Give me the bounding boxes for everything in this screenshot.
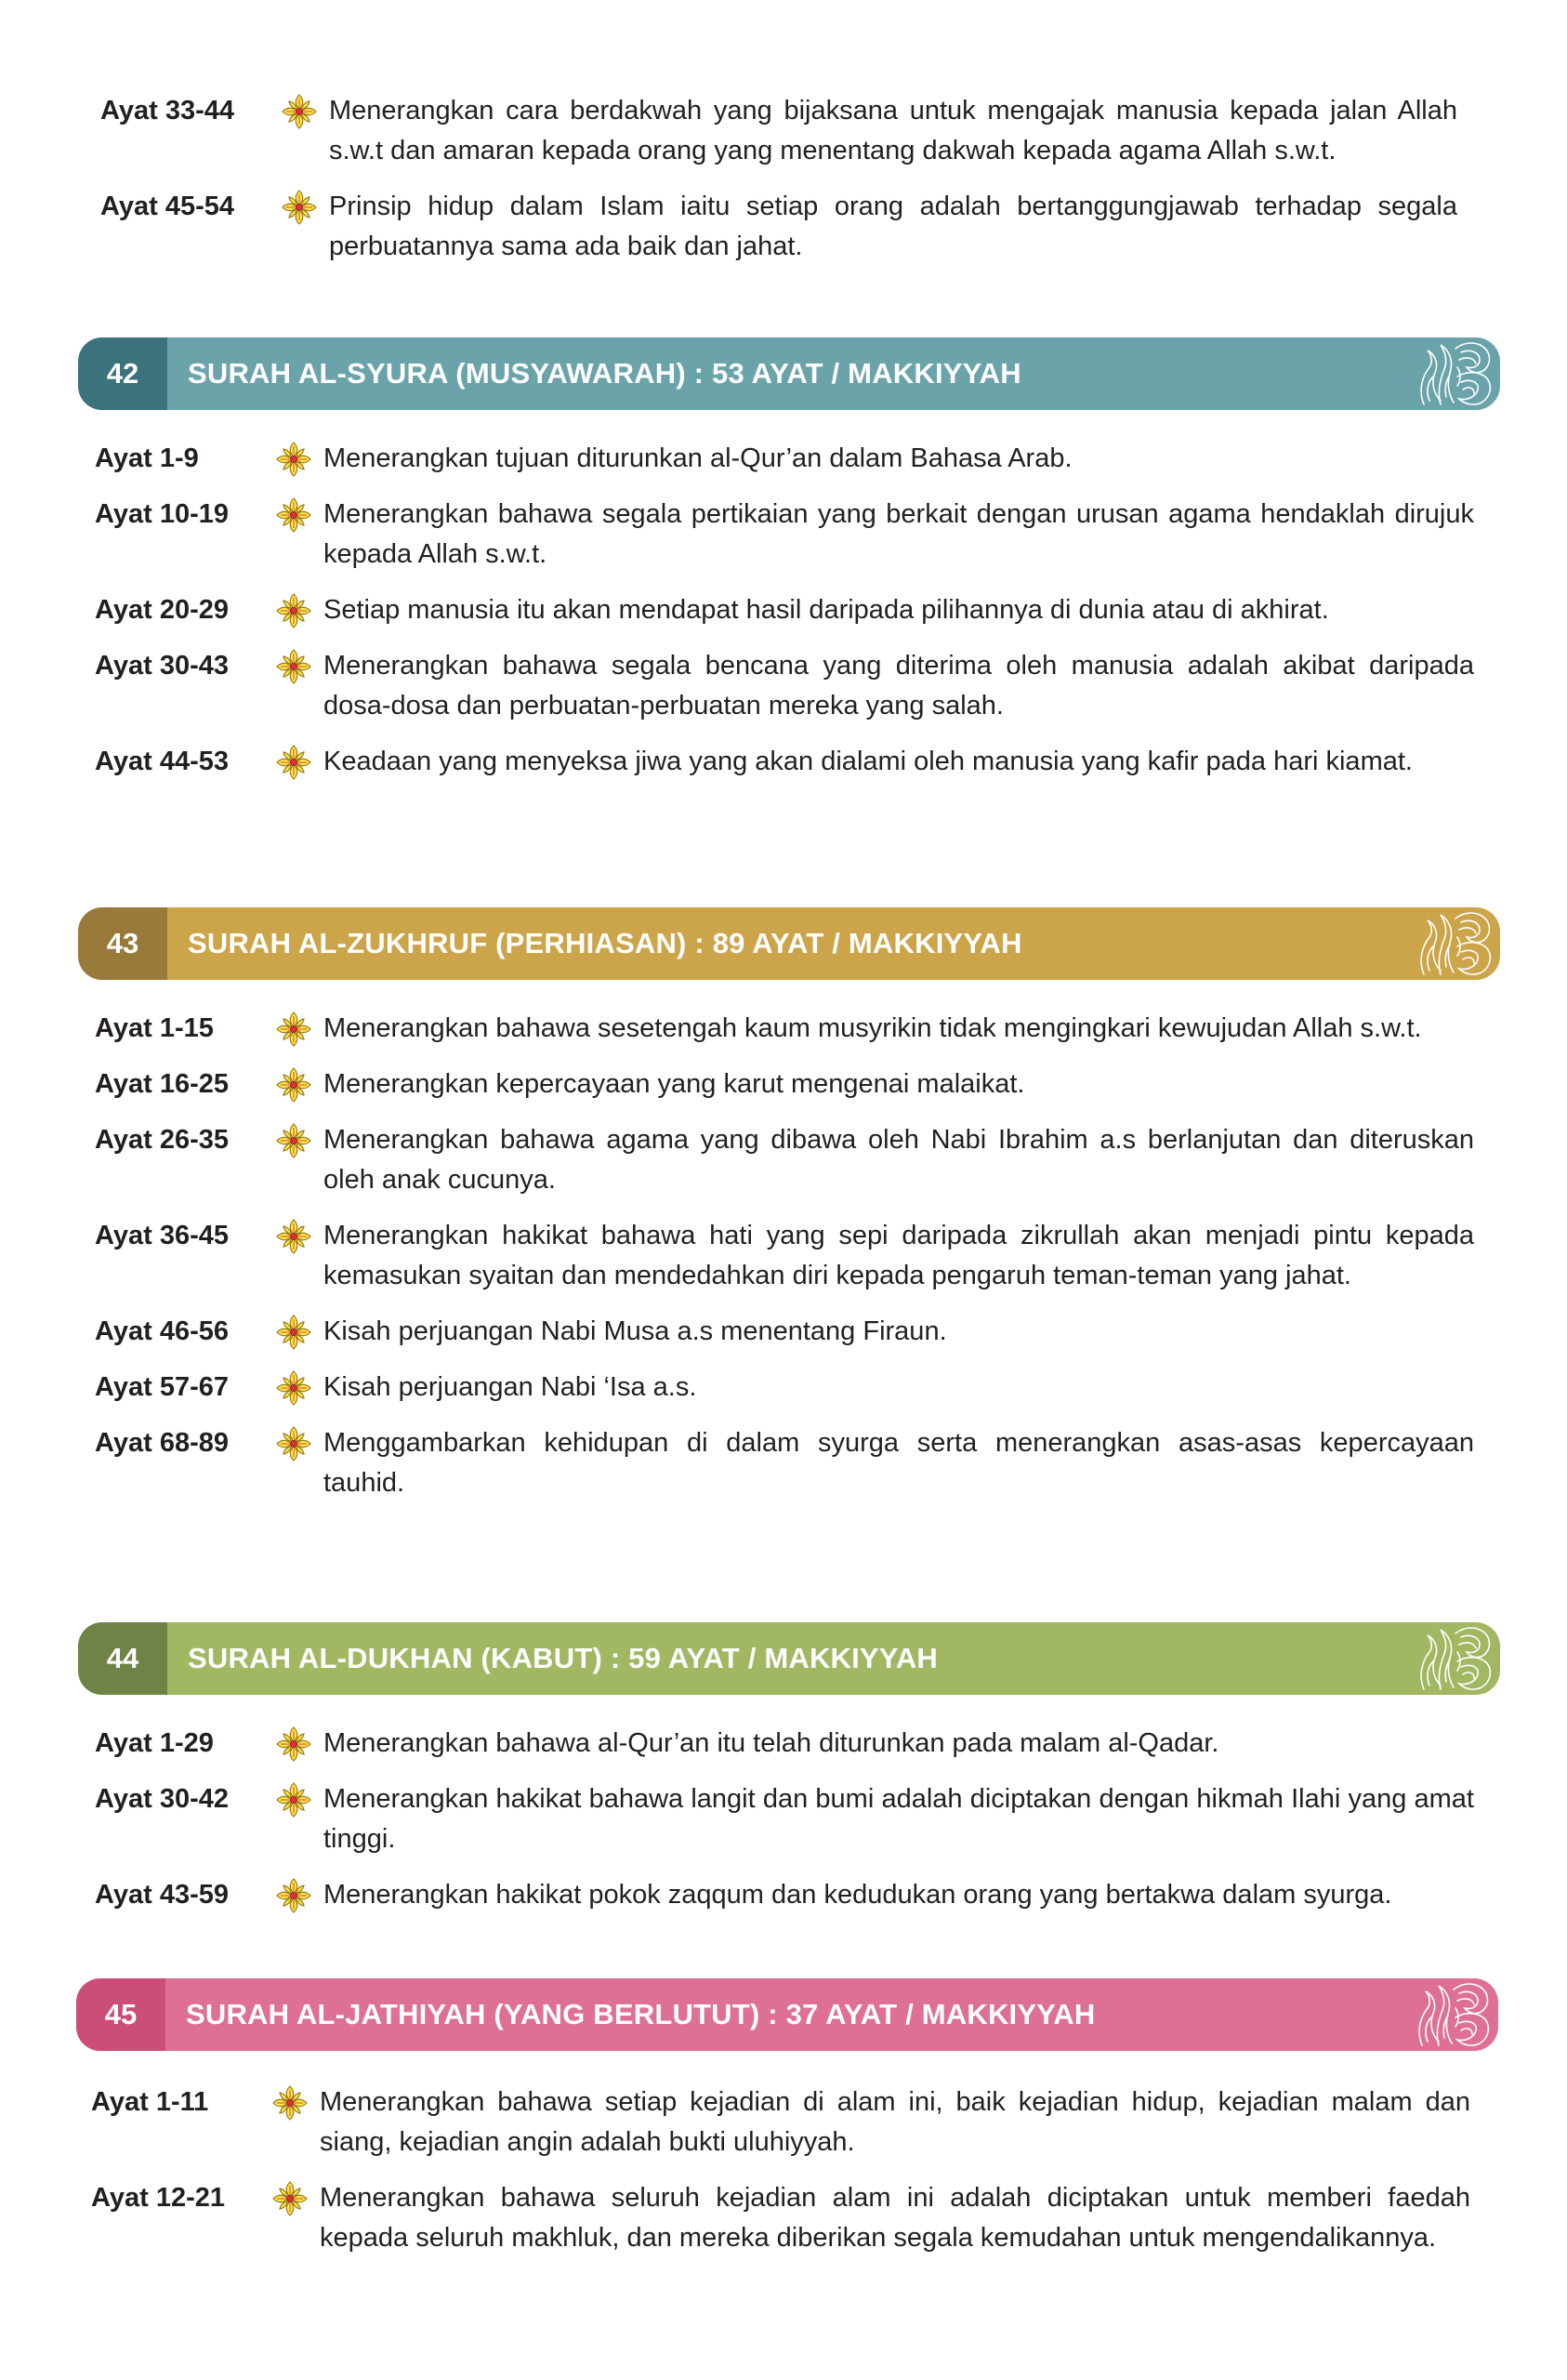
surah-number: 42 bbox=[78, 337, 167, 410]
ayat-description: Menerangkan hakikat bahawa langit dan bumi adalah diciptakan dengan hikmah Ilahi yang amat tinggi. bbox=[323, 1784, 1474, 1854]
ayat-row bbox=[0, 1423, 1567, 1503]
ayat-description: Setiap manusia itu akan mendapat hasil daripada pilihannya di dunia atau di akhirat. bbox=[323, 595, 1329, 625]
surah-44-list bbox=[0, 1724, 1567, 1931]
ayat-range: Ayat 68-89 bbox=[95, 1428, 230, 1458]
flower-bullet-icon bbox=[275, 1120, 323, 1160]
ayat-range: Ayat 57-67 bbox=[95, 1372, 230, 1402]
ayat-description: Menerangkan cara berdakwah yang bijaksana untuk mengajak manusia kepada jalan Allah s.w.t dan amaran kepada orang yang menentang dakwah kepada agama Allah s.w.t. bbox=[329, 96, 1457, 165]
surah-header bbox=[78, 337, 1500, 410]
ayat-description: Menerangkan bahawa setiap kejadian di alam ini, baik kejadian hidup, kejadian malam dan siang, kejadian angin adalah bukti uluhiyyah. bbox=[320, 2087, 1470, 2157]
ayat-range: Ayat 46-56 bbox=[95, 1316, 230, 1346]
flower-bullet-icon bbox=[275, 495, 323, 535]
flower-bullet-icon bbox=[275, 590, 323, 630]
ayat-row bbox=[0, 1875, 1567, 1915]
ayat-range: Ayat 1-9 bbox=[95, 443, 199, 473]
flower-bullet-icon bbox=[275, 1724, 323, 1764]
ayat-description: Menerangkan tujuan diturunkan al-Qur’an dalam Bahasa Arab. bbox=[323, 443, 1073, 473]
flower-bullet-icon bbox=[275, 1875, 323, 1915]
surah-header bbox=[78, 1622, 1500, 1695]
ayat-description: Menerangkan bahawa seluruh kejadian alam ini adalah diciptakan untuk memberi faedah kepada seluruh makhluk, dan mereka diberikan segala kemudahan untuk mengendalikannya. bbox=[320, 2183, 1470, 2253]
ayat-row bbox=[0, 646, 1567, 726]
ayat-description: Menerangkan hakikat pokok zaqqum dan kedudukan orang yang bertakwa dalam syurga. bbox=[323, 1880, 1392, 1910]
ayat-description: Menerangkan bahawa agama yang dibawa oleh Nabi Ibrahim a.s berlanjutan dan diteruskan oleh anak cucunya. bbox=[323, 1125, 1474, 1195]
ayat-range: Ayat 12-21 bbox=[91, 2183, 226, 2213]
flower-bullet-icon bbox=[271, 2082, 320, 2122]
ayat-row bbox=[0, 1368, 1567, 1408]
flower-bullet-icon bbox=[275, 1423, 323, 1463]
ayat-range: Ayat 33-44 bbox=[100, 96, 235, 126]
surah-number: 44 bbox=[78, 1622, 167, 1695]
ayat-description: Kisah perjuangan Nabi Musa a.s menentang Firaun. bbox=[323, 1316, 947, 1346]
ayat-description: Menerangkan bahawa segala pertikaian yang berkait dengan urusan agama hendaklah dirujuk kepada Allah s.w.t. bbox=[323, 499, 1474, 569]
arabesque-ornament-icon bbox=[1416, 909, 1495, 978]
ayat-range: Ayat 1-15 bbox=[95, 1013, 214, 1043]
ayat-row bbox=[0, 1216, 1567, 1296]
surah-45-list bbox=[0, 2082, 1567, 2274]
arabesque-ornament-icon bbox=[1416, 1624, 1495, 1693]
ayat-row bbox=[0, 495, 1567, 575]
ayat-row bbox=[0, 439, 1567, 479]
surah-number: 45 bbox=[76, 1978, 165, 2051]
ayat-range: Ayat 30-43 bbox=[95, 651, 230, 681]
flower-bullet-icon bbox=[275, 1312, 323, 1352]
surah-42-list bbox=[0, 439, 1567, 798]
surah-43-list bbox=[0, 1009, 1567, 1519]
ayat-description: Kisah perjuangan Nabi ‘Isa a.s. bbox=[323, 1372, 697, 1402]
flower-bullet-icon bbox=[275, 1368, 323, 1408]
flower-bullet-icon bbox=[275, 1216, 323, 1256]
ayat-row bbox=[0, 1064, 1567, 1104]
surah-header bbox=[78, 907, 1500, 980]
ayat-range: Ayat 16-25 bbox=[95, 1069, 230, 1099]
surah-title: SURAH AL-SYURA (MUSYAWARAH) : 53 AYAT / MAKKIYYAH bbox=[188, 357, 1021, 390]
ayat-description: Menerangkan bahawa segala bencana yang diterima oleh manusia adalah akibat daripada dosa-dosa dan perbuatan-perbuatan mereka yang salah. bbox=[323, 651, 1474, 721]
flower-bullet-icon bbox=[275, 646, 323, 686]
ayat-range: Ayat 1-11 bbox=[91, 2087, 209, 2117]
ayat-row bbox=[0, 2178, 1567, 2258]
flower-bullet-icon bbox=[271, 2178, 320, 2218]
flower-bullet-icon bbox=[275, 439, 323, 479]
ayat-row bbox=[0, 91, 1567, 171]
ayat-description: Menerangkan kepercayaan yang karut mengenai malaikat. bbox=[323, 1069, 1025, 1099]
ayat-description: Keadaan yang menyeksa jiwa yang akan dialami oleh manusia yang kafir pada hari kiamat. bbox=[323, 747, 1413, 776]
surah-title: SURAH AL-DUKHAN (KABUT) : 59 AYAT / MAKKIYYAH bbox=[188, 1642, 939, 1674]
ayat-row bbox=[0, 1009, 1567, 1049]
ayat-description: Menerangkan hakikat bahawa hati yang sepi daripada zikrullah akan menjadi pintu kepada kemasukan syaitan dan mendedahkan diri kepada pengaruh teman-teman yang jahat. bbox=[323, 1221, 1474, 1290]
ayat-row bbox=[0, 1724, 1567, 1764]
intro-section bbox=[0, 91, 1567, 283]
flower-bullet-icon bbox=[275, 1009, 323, 1049]
flower-bullet-icon bbox=[281, 91, 329, 131]
ayat-row bbox=[0, 1779, 1567, 1859]
ayat-description: Prinsip hidup dalam Islam iaitu setiap orang adalah bertanggungjawab terhadap segala perbuatannya sama ada baik dan jahat. bbox=[329, 192, 1457, 261]
flower-bullet-icon bbox=[275, 1779, 323, 1819]
ayat-range: Ayat 44-53 bbox=[95, 747, 230, 776]
surah-title: SURAH AL-JATHIYAH (YANG BERLUTUT) : 37 AYAT / MAKKIYYAH bbox=[186, 1998, 1096, 2030]
ayat-row bbox=[0, 590, 1567, 630]
ayat-range: Ayat 10-19 bbox=[95, 499, 230, 529]
surah-title: SURAH AL-ZUKHRUF (PERHIASAN) : 89 AYAT / MAKKIYYAH bbox=[188, 927, 1022, 959]
ayat-description: Menerangkan bahawa al-Qur’an itu telah diturunkan pada malam al-Qadar. bbox=[323, 1728, 1219, 1758]
ayat-range: Ayat 26-35 bbox=[95, 1125, 230, 1155]
flower-bullet-icon bbox=[275, 1064, 323, 1104]
ayat-row bbox=[0, 187, 1567, 267]
flower-bullet-icon bbox=[281, 187, 329, 227]
surah-number: 43 bbox=[78, 907, 167, 980]
ayat-range: Ayat 1-29 bbox=[95, 1728, 214, 1758]
ayat-row bbox=[0, 2082, 1567, 2162]
ayat-description: Menerangkan bahawa sesetengah kaum musyrikin tidak mengingkari kewujudan Allah s.w.t. bbox=[323, 1013, 1422, 1043]
surah-header bbox=[76, 1978, 1498, 2051]
ayat-description: Menggambarkan kehidupan di dalam syurga serta menerangkan asas-asas kepercayaan tauhid. bbox=[323, 1428, 1474, 1498]
arabesque-ornament-icon bbox=[1415, 1980, 1493, 2049]
ayat-row bbox=[0, 1120, 1567, 1200]
flower-bullet-icon bbox=[275, 742, 323, 782]
ayat-range: Ayat 30-42 bbox=[95, 1784, 230, 1814]
ayat-range: Ayat 45-54 bbox=[100, 192, 235, 221]
ayat-range: Ayat 20-29 bbox=[95, 595, 230, 625]
ayat-range: Ayat 36-45 bbox=[95, 1221, 230, 1250]
ayat-row bbox=[0, 1312, 1567, 1352]
ayat-range: Ayat 43-59 bbox=[95, 1880, 230, 1910]
ayat-row bbox=[0, 742, 1567, 782]
arabesque-ornament-icon bbox=[1416, 339, 1495, 408]
